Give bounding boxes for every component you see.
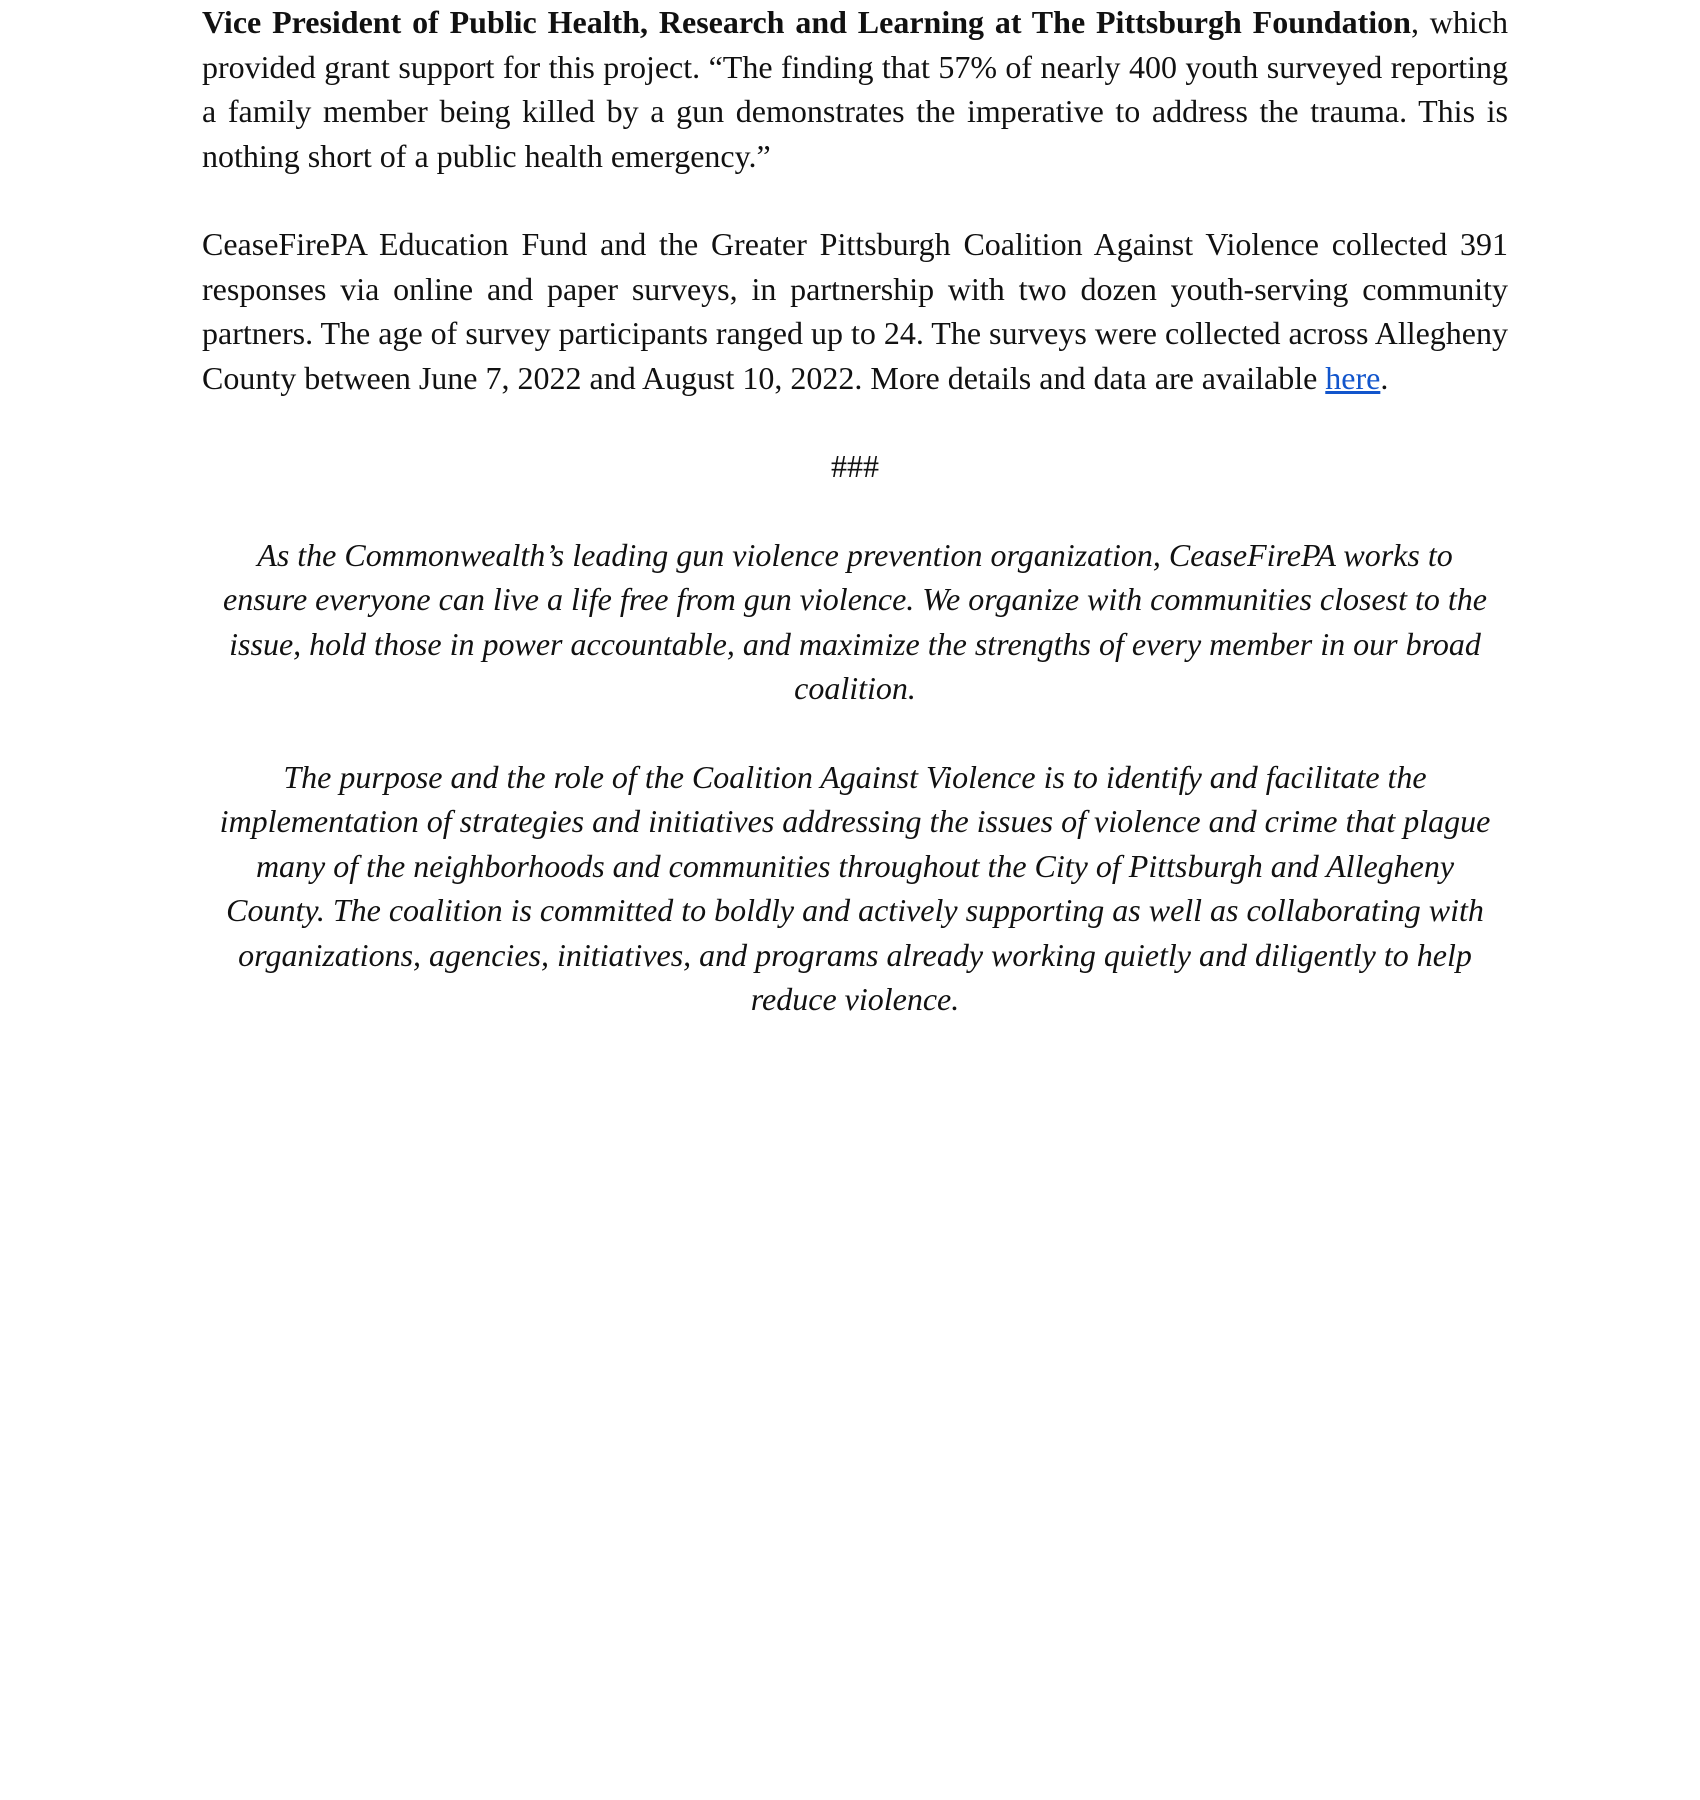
survey-text-end: .	[1380, 359, 1389, 396]
section-separator: ###	[831, 448, 879, 484]
survey-text: CeaseFirePA Education Fund and the Greater Pittsburgh Coalition Against Violence collected 391 responses via online and paper surveys, in partnership with two dozen youth-serving community partners. The age of survey participants ranged up to 24. The surveys were collected across Allegheny County between June 7, 2022 and August 10, 2022. More details and data are available	[202, 226, 1508, 396]
details-link[interactable]: here	[1325, 359, 1381, 396]
quote-text: , which provided grant support for this project. “The finding that 57% of nearly 400 youth surveyed reporting a family member being killed by a gun demonstrates the imperative to address the trauma. This is nothing short of a public health emergency.”	[202, 4, 1509, 174]
document-page	[202, 0, 1508, 1022]
about-ceasefirepa: As the Commonwealth’s leading gun violence prevention organization, CeaseFirePA works to ensure everyone can live a life free from gun violence. We organize with communities closest to the issue, hold those in power accountable, and maximize the strengths of every member in our broad coalition.	[223, 536, 1487, 706]
about-coalition: The purpose and the role of the Coalition Against Violence is to identify and facilitate the implementation of strategies and initiatives addressing the issues of violence and crime that plague many of the neighborhoods and communities throughout the City of Pittsburgh and Allegheny County. The coalition is committed to boldly and actively supporting as well as collaborating with organizations, agencies, initiatives, and programs already working quietly and diligently to help reduce violence.	[219, 758, 1491, 1017]
survey-paragraph	[202, 222, 1508, 400]
quote-paragraph	[202, 0, 1508, 178]
speaker-title: Vice President of Public Health, Research and Learning at The Pittsburgh Foundation	[202, 4, 1411, 40]
